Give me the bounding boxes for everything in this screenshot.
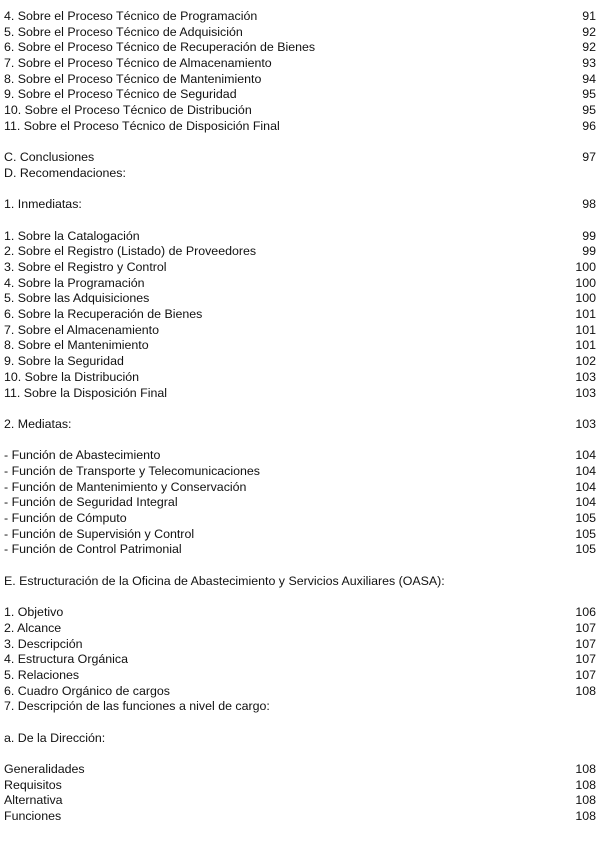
toc-entry-title: 5. Sobre las Adquisiciones xyxy=(4,291,150,306)
toc-entry-title: 2. Mediatas: xyxy=(4,416,72,431)
toc-entry-page: 105 xyxy=(575,511,596,525)
toc-entry-page: 98 xyxy=(582,197,596,212)
toc-entry xyxy=(4,574,596,590)
toc-entry-page: 107 xyxy=(575,620,596,635)
toc-entry-title: 5. Relaciones xyxy=(4,667,80,682)
toc-entry-title: 4. Sobre la Programación xyxy=(4,275,145,290)
toc-entry-page: 108 xyxy=(575,777,596,792)
toc-entry xyxy=(4,605,596,621)
toc-entry-page: 92 xyxy=(582,24,596,39)
toc-entry-page: 97 xyxy=(582,150,596,165)
toc-entry xyxy=(4,244,596,260)
section-spacer xyxy=(4,182,596,198)
toc-entry xyxy=(4,386,596,402)
toc-entry xyxy=(4,448,596,464)
section-spacer xyxy=(4,715,596,731)
toc-entry xyxy=(4,778,596,794)
toc-entry xyxy=(4,119,596,135)
toc-entry xyxy=(4,495,596,511)
toc-entry-page: 94 xyxy=(582,71,596,86)
toc-entry xyxy=(4,793,596,809)
toc-entry-title: - Función de Mantenimiento y Conservación xyxy=(4,479,247,494)
toc-entry-title: - Función de Abastecimiento xyxy=(4,448,161,463)
toc-entry-page: 100 xyxy=(575,291,596,306)
toc-entry xyxy=(4,637,596,653)
toc-entry-title: 6. Cuadro Orgánico de cargos xyxy=(4,683,170,698)
toc-entry-title: - Función de Control Patrimonial xyxy=(4,542,182,557)
toc-entry-title: 11. Sobre la Disposición Final xyxy=(4,385,167,400)
toc-entry-page: 103 xyxy=(575,416,596,431)
toc-entry xyxy=(4,150,596,166)
toc-entry-page: 104 xyxy=(575,448,596,463)
section-spacer xyxy=(4,433,596,449)
toc-entry-title: 2. Alcance xyxy=(4,620,62,635)
toc-entry xyxy=(4,9,596,25)
toc-entry xyxy=(4,809,596,825)
toc-entry-page: 104 xyxy=(575,495,596,510)
toc-entry xyxy=(4,652,596,668)
toc-entry xyxy=(4,276,596,292)
toc-entry-title: 2. Sobre el Registro (Listado) de Proveedores xyxy=(4,244,257,259)
toc-entry xyxy=(4,354,596,370)
toc-entry xyxy=(4,621,596,637)
toc-entry-page: 91 xyxy=(582,9,596,23)
toc-entry xyxy=(4,527,596,543)
toc-entry-page: 103 xyxy=(575,385,596,400)
toc-entry xyxy=(4,480,596,496)
toc-entry-page: 100 xyxy=(575,275,596,290)
toc-entry-page: 93 xyxy=(582,56,596,71)
toc-entry-title: 9. Sobre el Proceso Técnico de Seguridad xyxy=(4,87,237,102)
toc-entry xyxy=(4,40,596,56)
toc-entry-title: 4. Estructura Orgánica xyxy=(4,652,128,667)
toc-entry-title: - Función de Transporte y Telecomunicaciones xyxy=(4,463,260,478)
table-of-contents xyxy=(4,9,596,825)
toc-entry xyxy=(4,464,596,480)
toc-entry-page: 108 xyxy=(575,683,596,698)
toc-entry-title: E. Estructuración de la Oficina de Abastecimiento y Servicios Auxiliares (OASA): xyxy=(4,573,445,588)
toc-entry xyxy=(4,166,596,182)
toc-entry-title: 7. Sobre el Almacenamiento xyxy=(4,322,159,337)
toc-entry xyxy=(4,668,596,684)
section-spacer xyxy=(4,589,596,605)
toc-entry-title: 10. Sobre el Proceso Técnico de Distribución xyxy=(4,103,252,118)
toc-entry-title: Requisitos xyxy=(4,777,62,792)
toc-entry-title: - Función de Cómputo xyxy=(4,511,127,525)
toc-entry-page: 105 xyxy=(575,526,596,541)
toc-entry xyxy=(4,25,596,41)
toc-entry-page: 105 xyxy=(575,542,596,557)
toc-entry xyxy=(4,197,596,213)
toc-entry-title: Alternativa xyxy=(4,793,63,808)
toc-entry-page: 107 xyxy=(575,652,596,667)
section-spacer xyxy=(4,746,596,762)
toc-entry-title: - Función de Seguridad Integral xyxy=(4,495,178,510)
toc-entry-title: 6. Sobre la Recuperación de Bienes xyxy=(4,307,203,322)
section-spacer xyxy=(4,135,596,151)
toc-entry xyxy=(4,56,596,72)
toc-entry xyxy=(4,699,596,715)
toc-entry-title: 5. Sobre el Proceso Técnico de Adquisición xyxy=(4,24,243,39)
toc-entry-page: 99 xyxy=(582,228,596,243)
toc-entry xyxy=(4,762,596,778)
toc-entry-page: 103 xyxy=(575,369,596,384)
toc-entry xyxy=(4,323,596,339)
toc-entry-page: 106 xyxy=(575,605,596,620)
toc-entry-page: 101 xyxy=(575,307,596,322)
toc-entry-title: 7. Descripción de las funciones a nivel de cargo: xyxy=(4,699,270,714)
toc-entry xyxy=(4,684,596,700)
toc-entry-title: 11. Sobre el Proceso Técnico de Disposición Final xyxy=(4,118,280,133)
toc-entry-page: 96 xyxy=(582,118,596,133)
toc-entry-page: 99 xyxy=(582,244,596,259)
toc-entry-page: 108 xyxy=(575,809,596,824)
toc-entry xyxy=(4,72,596,88)
toc-entry-title: 8. Sobre el Mantenimiento xyxy=(4,338,149,353)
toc-entry xyxy=(4,511,596,527)
toc-entry xyxy=(4,731,596,747)
toc-entry xyxy=(4,87,596,103)
toc-entry-title: 8. Sobre el Proceso Técnico de Mantenimiento xyxy=(4,71,262,86)
toc-entry-title: 6. Sobre el Proceso Técnico de Recuperación de Bienes xyxy=(4,40,316,55)
toc-entry-page: 95 xyxy=(582,103,596,118)
toc-entry-title: a. De la Dirección: xyxy=(4,730,106,745)
toc-entry-title: - Función de Supervisión y Control xyxy=(4,526,195,541)
toc-entry xyxy=(4,229,596,245)
section-spacer xyxy=(4,401,596,417)
toc-entry-title: 1. Sobre la Catalogación xyxy=(4,228,140,243)
toc-entry-title: 1. Objetivo xyxy=(4,605,64,620)
toc-entry xyxy=(4,103,596,119)
toc-entry-page: 107 xyxy=(575,667,596,682)
toc-entry-page: 101 xyxy=(575,338,596,353)
toc-entry-page: 101 xyxy=(575,322,596,337)
toc-entry-page: 107 xyxy=(575,636,596,651)
toc-entry xyxy=(4,542,596,558)
toc-entry-title: 4. Sobre el Proceso Técnico de Programación xyxy=(4,9,258,23)
toc-entry xyxy=(4,338,596,354)
toc-entry-title: Funciones xyxy=(4,809,62,824)
toc-entry-title: 7. Sobre el Proceso Técnico de Almacenamiento xyxy=(4,56,272,71)
toc-entry xyxy=(4,291,596,307)
toc-entry-page: 92 xyxy=(582,40,596,55)
toc-entry xyxy=(4,260,596,276)
section-spacer xyxy=(4,213,596,229)
section-spacer xyxy=(4,558,596,574)
toc-entry-title: 3. Descripción xyxy=(4,636,83,651)
toc-entry xyxy=(4,370,596,386)
toc-entry-page: 95 xyxy=(582,87,596,102)
toc-entry-title: 10. Sobre la Distribución xyxy=(4,369,139,384)
toc-entry-title: D. Recomendaciones: xyxy=(4,165,126,180)
toc-entry xyxy=(4,417,596,433)
toc-entry-page: 100 xyxy=(575,260,596,274)
toc-entry-title: C. Conclusiones xyxy=(4,150,95,165)
toc-entry-page: 102 xyxy=(575,354,596,369)
toc-entry-page: 104 xyxy=(575,463,596,478)
toc-entry-title: Generalidades xyxy=(4,762,85,776)
toc-entry xyxy=(4,307,596,323)
toc-entry-title: 1. Inmediatas: xyxy=(4,197,82,212)
toc-entry-title: 9. Sobre la Seguridad xyxy=(4,354,124,369)
toc-entry-page: 108 xyxy=(575,762,596,776)
toc-entry-title: 3. Sobre el Registro y Control xyxy=(4,260,167,274)
toc-entry-page: 104 xyxy=(575,479,596,494)
toc-entry-page: 108 xyxy=(575,793,596,808)
